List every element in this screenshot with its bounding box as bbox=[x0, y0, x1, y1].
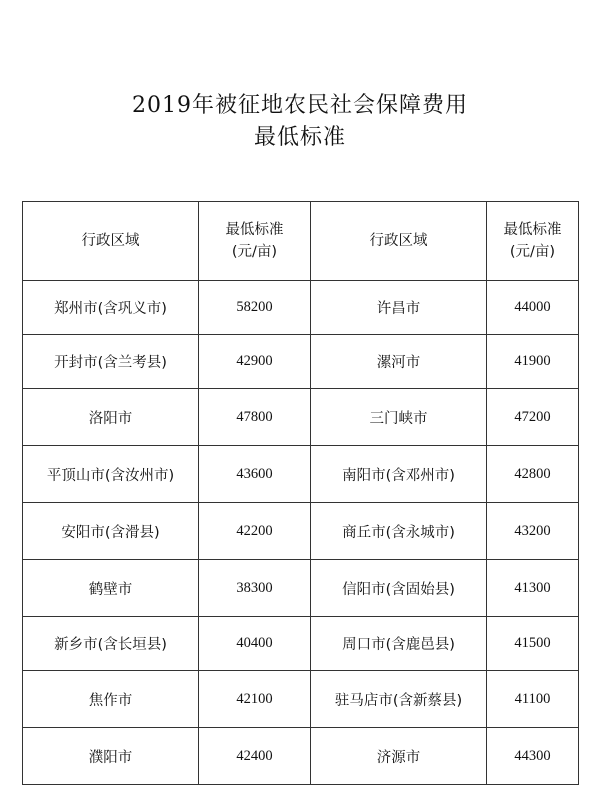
region-cell: 开封市(含兰考县) bbox=[23, 335, 199, 389]
page-title: 2019年被征地农民社会保障费用 bbox=[132, 93, 468, 118]
header-standard-unit: (元/亩) bbox=[231, 244, 278, 260]
value-cell: 41100 bbox=[487, 671, 579, 728]
header-standard-right bbox=[487, 202, 579, 281]
value-cell: 41900 bbox=[487, 335, 579, 389]
page-subtitle: 最低标准 bbox=[253, 125, 346, 150]
header-standard-label: 最低标准 bbox=[503, 222, 562, 238]
table-row bbox=[23, 335, 579, 389]
value-cell: 44300 bbox=[487, 728, 579, 785]
value-cell: 44000 bbox=[487, 281, 579, 335]
table-row bbox=[23, 281, 579, 335]
region-cell: 三门峡市 bbox=[311, 389, 487, 446]
table-row bbox=[23, 617, 579, 671]
value-cell: 42100 bbox=[199, 671, 311, 728]
table-row bbox=[23, 728, 579, 785]
value-cell: 47200 bbox=[487, 389, 579, 446]
value-cell: 42800 bbox=[487, 446, 579, 503]
table-row bbox=[23, 503, 579, 560]
region-cell: 漯河市 bbox=[311, 335, 487, 389]
value-cell: 42200 bbox=[199, 503, 311, 560]
region-cell: 驻马店市(含新蔡县) bbox=[311, 671, 487, 728]
standards-table bbox=[22, 201, 579, 785]
region-cell: 安阳市(含滑县) bbox=[23, 503, 199, 560]
region-cell: 许昌市 bbox=[311, 281, 487, 335]
region-cell: 鹤壁市 bbox=[23, 560, 199, 617]
value-cell: 43600 bbox=[199, 446, 311, 503]
value-cell: 42400 bbox=[199, 728, 311, 785]
value-cell: 41500 bbox=[487, 617, 579, 671]
header-standard-label: 最低标准 bbox=[225, 222, 284, 238]
value-cell: 41300 bbox=[487, 560, 579, 617]
table-row bbox=[23, 389, 579, 446]
region-cell: 商丘市(含永城市) bbox=[311, 503, 487, 560]
header-standard-unit: (元/亩) bbox=[509, 244, 556, 260]
region-cell: 南阳市(含邓州市) bbox=[311, 446, 487, 503]
table-header-row bbox=[23, 202, 579, 281]
region-cell: 信阳市(含固始县) bbox=[311, 560, 487, 617]
table-row bbox=[23, 560, 579, 617]
value-cell: 43200 bbox=[487, 503, 579, 560]
region-cell: 濮阳市 bbox=[23, 728, 199, 785]
value-cell: 40400 bbox=[199, 617, 311, 671]
region-cell: 新乡市(含长垣县) bbox=[23, 617, 199, 671]
value-cell: 42900 bbox=[199, 335, 311, 389]
header-standard-left bbox=[199, 202, 311, 281]
table-row bbox=[23, 446, 579, 503]
region-cell: 洛阳市 bbox=[23, 389, 199, 446]
value-cell: 58200 bbox=[199, 281, 311, 335]
table-row bbox=[23, 671, 579, 728]
region-cell: 郑州市(含巩义市) bbox=[23, 281, 199, 335]
region-cell: 济源市 bbox=[311, 728, 487, 785]
value-cell: 47800 bbox=[199, 389, 311, 446]
value-cell: 38300 bbox=[199, 560, 311, 617]
region-cell: 平顶山市(含汝州市) bbox=[23, 446, 199, 503]
header-region-right: 行政区域 bbox=[311, 202, 487, 281]
region-cell: 焦作市 bbox=[23, 671, 199, 728]
header-region-left: 行政区域 bbox=[23, 202, 199, 281]
region-cell: 周口市(含鹿邑县) bbox=[311, 617, 487, 671]
